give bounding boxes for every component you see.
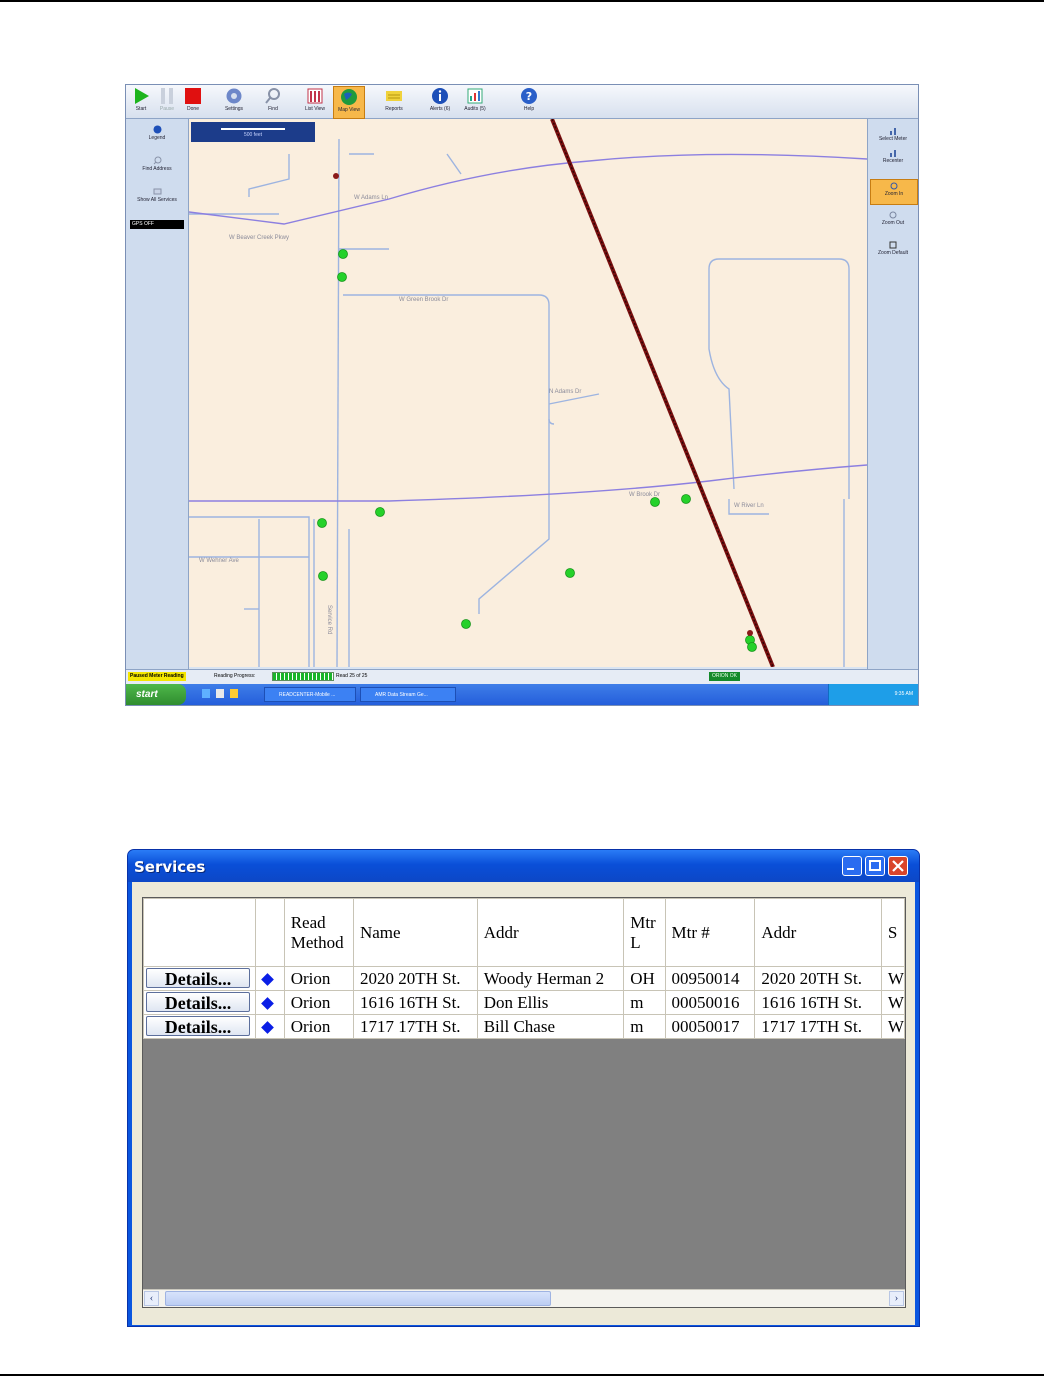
cell-addr: Woody Herman 2	[477, 967, 624, 991]
cell-name: 2020 20TH St.	[353, 967, 477, 991]
svg-text:?: ?	[525, 90, 533, 103]
status-bar	[126, 669, 918, 684]
list-view-button[interactable]	[301, 86, 329, 117]
help-icon	[520, 87, 538, 105]
map-canvas[interactable]	[189, 119, 867, 667]
horizontal-scrollbar[interactable]	[143, 1289, 905, 1307]
reports-label: Reports	[385, 106, 403, 112]
zoom-in-button[interactable]	[870, 179, 918, 205]
audits-label: Audits (5)	[464, 106, 486, 112]
cell-addr: Don Ellis	[477, 991, 624, 1015]
browser-icon[interactable]	[216, 689, 224, 698]
progress-label: Reading Progress:	[214, 673, 256, 679]
meter-marker[interactable]	[319, 572, 328, 581]
road-dearwood-ct	[709, 269, 734, 489]
meter-marker[interactable]	[748, 643, 757, 652]
map-view-label: Map View	[338, 107, 360, 113]
table-row[interactable]	[144, 1015, 905, 1039]
maximize-button[interactable]	[865, 856, 885, 876]
meter-marker[interactable]	[462, 620, 471, 629]
table-row[interactable]	[144, 967, 905, 991]
help-label: Help	[523, 106, 535, 112]
column-header-read-method[interactable]: Read Method	[284, 899, 353, 967]
pause-label: Pause	[159, 106, 175, 112]
reading-progress-bar	[272, 672, 334, 681]
cell-s: W	[881, 991, 904, 1015]
column-header-mtr-l[interactable]: Mtr L	[624, 899, 665, 967]
street-label: Service Rd	[326, 605, 332, 635]
pause-button[interactable]	[156, 86, 178, 117]
title-bar[interactable]	[128, 850, 919, 882]
window-client-area	[132, 882, 915, 1325]
zoom-in-icon	[890, 182, 898, 190]
start-label: Start	[135, 106, 147, 112]
street-label: W Beaver Creek Pkwy	[229, 235, 290, 241]
gear-icon	[225, 87, 243, 105]
services-window	[127, 849, 920, 1327]
done-label: Done	[187, 106, 199, 112]
road-n-service	[337, 139, 339, 667]
meter-marker[interactable]	[566, 569, 575, 578]
select-meter-label: Select Meter	[878, 136, 908, 142]
column-header	[144, 899, 256, 967]
meter-marker[interactable]	[338, 273, 347, 282]
details-button[interactable]: Details...	[146, 968, 250, 988]
cell-s: W	[881, 1015, 904, 1039]
window-title: Services	[134, 858, 206, 876]
find-address-button[interactable]	[129, 154, 185, 180]
street-label: W Brook Dr	[629, 492, 661, 498]
left-panel	[126, 119, 189, 669]
map-view-button[interactable]	[333, 86, 365, 119]
play-icon	[132, 87, 150, 105]
road-sw-block	[189, 517, 309, 667]
cell-read-method: Orion	[284, 967, 353, 991]
square-icon	[889, 241, 897, 249]
scroll-thumb[interactable]	[165, 1291, 551, 1306]
cell-read-method: Orion	[284, 1015, 353, 1039]
column-header-addr-2[interactable]: Addr	[755, 899, 882, 967]
road-nw-stub	[249, 154, 289, 197]
road-n-stub2	[447, 154, 461, 174]
minimize-icon	[843, 857, 861, 875]
taskbar-item-label: AMR Data Stream Ge...	[375, 692, 428, 698]
meter-marker[interactable]	[339, 250, 348, 259]
legend-label: Legend	[148, 135, 166, 141]
find-address-label: Find Address	[142, 166, 172, 172]
scale-bar-line	[221, 128, 285, 130]
select-meter-button[interactable]	[870, 125, 916, 149]
recenter-button[interactable]	[870, 147, 916, 171]
close-icon	[889, 857, 907, 875]
meter-marker[interactable]	[318, 519, 327, 528]
map-application-window	[125, 84, 919, 706]
cell-addr-2: 1616 16TH St.	[755, 991, 882, 1015]
minimize-button[interactable]	[842, 856, 862, 876]
taskbar-item-amr[interactable]	[360, 687, 456, 702]
pause-icon	[158, 87, 176, 105]
column-header-name[interactable]: Name	[353, 899, 477, 967]
table-row[interactable]	[144, 991, 905, 1015]
zoom-out-icon	[889, 211, 897, 219]
scroll-left-button[interactable]: ‹	[144, 1291, 159, 1306]
services-grid	[142, 897, 906, 1308]
clock: 9:35 AM	[894, 691, 913, 697]
column-header-mtr-number[interactable]: Mtr #	[665, 899, 755, 967]
column-header-addr[interactable]: Addr	[477, 899, 624, 967]
cell-mtr-l: m	[624, 991, 665, 1015]
folder-icon[interactable]	[230, 689, 238, 698]
cell-name: 1616 16TH St.	[353, 991, 477, 1015]
details-button[interactable]: Details...	[146, 992, 250, 1012]
scale-bar-label: 500 feet	[243, 132, 263, 138]
chart-icon	[889, 127, 897, 135]
info-icon	[153, 125, 162, 134]
details-button[interactable]: Details...	[146, 1016, 250, 1036]
help-button[interactable]	[518, 86, 540, 117]
start-menu-button[interactable]	[126, 684, 186, 705]
recenter-label: Recenter	[882, 158, 904, 164]
list-view-label: List View	[305, 106, 325, 112]
status-diamond-icon	[261, 997, 274, 1010]
show-all-services-button[interactable]	[129, 185, 185, 211]
status-diamond-icon	[261, 1021, 274, 1034]
magnifier-icon	[264, 87, 282, 105]
street-label: W Wehner Ave	[199, 558, 239, 564]
find-label: Find	[268, 106, 278, 112]
alerts-label: Alerts (6)	[429, 106, 451, 112]
road-w-brook-dr	[189, 465, 867, 501]
report-icon	[385, 87, 403, 105]
scroll-right-button[interactable]: ›	[889, 1291, 904, 1306]
map-roads	[189, 119, 867, 667]
system-tray	[828, 684, 919, 705]
zoom-default-label: Zoom Default	[877, 250, 908, 256]
cell-mtr-l: m	[624, 1015, 665, 1039]
street-label: W Green Brook Dr	[399, 297, 449, 303]
cell-addr-2: 2020 20TH St.	[755, 967, 882, 991]
meter-marker[interactable]	[376, 508, 385, 517]
column-header	[255, 899, 284, 967]
column-header-s[interactable]: S	[881, 899, 904, 967]
paused-status: Paused Meter Reading	[130, 673, 184, 679]
done-button[interactable]	[182, 86, 204, 117]
meter-marker[interactable]	[651, 498, 660, 507]
read-count: Read 25 of 25	[336, 673, 368, 679]
maximize-icon	[866, 857, 884, 875]
taskbar-item-label: READCENTER-Mobile ...	[279, 692, 336, 698]
stop-icon	[184, 87, 202, 105]
info-icon	[431, 87, 449, 105]
status-diamond-icon	[261, 973, 274, 986]
cell-mtr-number: 00050016	[665, 991, 755, 1015]
services-table	[143, 898, 905, 1039]
gps-position-marker	[747, 630, 753, 636]
alerts-button[interactable]	[424, 86, 456, 117]
start-button[interactable]	[130, 86, 152, 117]
cell-mtr-number: 00950014	[665, 967, 755, 991]
start-menu-label: start	[136, 689, 158, 700]
globe-icon	[340, 88, 358, 106]
road-w-adams-ln	[189, 154, 867, 224]
bottom-rule	[0, 1374, 1044, 1376]
close-button[interactable]	[888, 856, 908, 876]
zoom-default-button[interactable]	[870, 239, 916, 263]
road-n-adams-dr	[549, 394, 599, 404]
desktop-icon[interactable]	[202, 689, 210, 698]
scale-bar	[191, 122, 315, 142]
right-panel	[867, 119, 919, 669]
show-all-label: Show All Services	[137, 197, 177, 203]
street-label: W Adams Ln	[354, 195, 389, 201]
main-toolbar	[126, 85, 918, 119]
magnifier-icon	[153, 156, 162, 165]
zoom-out-label: Zoom Out	[881, 220, 905, 226]
list-icon	[306, 87, 324, 105]
windows-taskbar	[126, 684, 918, 705]
road-n-adams-south	[479, 419, 554, 614]
cell-mtr-l: OH	[624, 967, 665, 991]
reports-button[interactable]	[380, 86, 408, 117]
cell-addr: Bill Chase	[477, 1015, 624, 1039]
zoom-out-button[interactable]	[870, 209, 916, 233]
cell-addr-2: 1717 17TH St.	[755, 1015, 882, 1039]
meter-marker[interactable]	[682, 495, 691, 504]
settings-button[interactable]	[220, 86, 248, 117]
cell-s: W	[881, 967, 904, 991]
legend-button[interactable]	[129, 123, 185, 149]
chart-icon	[889, 149, 897, 157]
gps-status: GPS OFF	[130, 220, 184, 229]
top-rule	[0, 0, 1044, 2]
taskbar-item-readcenter[interactable]	[264, 687, 356, 702]
find-button[interactable]	[262, 86, 284, 117]
street-label: N Adams Dr	[549, 389, 582, 395]
audits-button[interactable]	[459, 86, 491, 117]
gps-position-marker	[333, 173, 339, 179]
settings-label: Settings	[224, 106, 244, 112]
cell-mtr-number: 00050017	[665, 1015, 755, 1039]
services-icon	[153, 187, 162, 196]
cell-read-method: Orion	[284, 991, 353, 1015]
street-label: W River Ln	[734, 503, 764, 509]
zoom-in-label: Zoom In	[884, 191, 904, 197]
road-loop-east	[709, 259, 849, 499]
header-row	[144, 899, 905, 967]
cell-name: 1717 17TH St.	[353, 1015, 477, 1039]
road-w-green-brook	[343, 295, 554, 424]
reading-progress-fill	[273, 673, 333, 680]
audit-icon	[466, 87, 484, 105]
orion-status-badge: ORION OK	[709, 672, 740, 681]
